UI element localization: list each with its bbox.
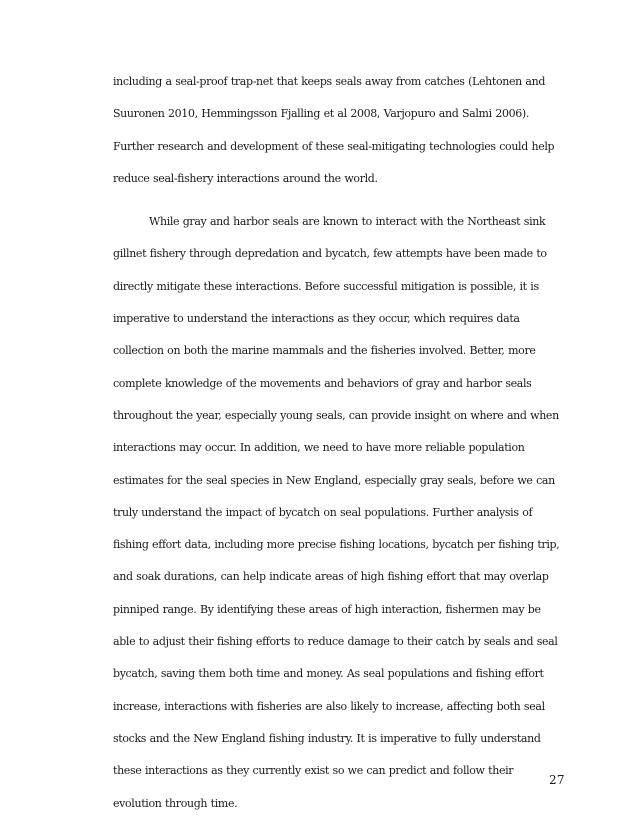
text-line: able to adjust their fishing efforts to reduce damage to their catch by seals and seal xyxy=(113,635,558,649)
text-line: directly mitigate these interactions. Before successful mitigation is possible, it is xyxy=(113,279,539,293)
text-line: While gray and harbor seals are known to interact with the Northeast sink xyxy=(149,215,546,229)
paragraph-conclusion xyxy=(113,206,563,820)
text-line: Further research and development of these seal-mitigating technologies could help xyxy=(113,139,555,153)
text-line: throughout the year, especially young seals, can provide insight on where and when xyxy=(113,408,559,422)
text-line: pinniped range. By identifying these areas of high interaction, fishermen may be xyxy=(113,602,541,616)
text-line: estimates for the seal species in New England, especially gray seals, before we can xyxy=(113,473,555,487)
body-text xyxy=(113,66,563,820)
text-line: Suuronen 2010, Hemmingsson Fjalling et al 2008, Varjopuro and Salmi 2006). xyxy=(113,107,530,121)
text-line: bycatch, saving them both time and money. As seal populations and fishing effort xyxy=(113,667,544,681)
text-line: reduce seal-fishery interactions around the world. xyxy=(113,171,378,185)
paragraph-gap xyxy=(113,195,563,206)
text-line: these interactions as they currently exist so we can predict and follow their xyxy=(113,764,514,778)
text-line: gillnet fishery through depredation and bycatch, few attempts have been made to xyxy=(113,247,547,261)
text-line: interactions may occur. In addition, we need to have more reliable population xyxy=(113,441,525,455)
paragraph-continuation xyxy=(113,66,563,195)
text-line: fishing effort data, including more precise fishing locations, bycatch per fishing trip, xyxy=(113,538,560,552)
text-line: including a seal-proof trap-net that keeps seals away from catches (Lehtonen and xyxy=(113,75,546,88)
text-line: imperative to understand the interactions as they occur, which requires data xyxy=(113,312,520,326)
page-number: 27 xyxy=(549,773,565,787)
text-line: stocks and the New England fishing industry. It is imperative to fully understand xyxy=(113,731,541,745)
text-line: complete knowledge of the movements and behaviors of gray and harbor seals xyxy=(113,376,532,390)
text-line: increase, interactions with fisheries are also likely to increase, affecting both seal xyxy=(113,699,545,713)
text-line: truly understand the impact of bycatch on seal populations. Further analysis of xyxy=(113,505,533,519)
text-line: collection on both the marine mammals and the fisheries involved. Better, more xyxy=(113,344,536,358)
text-line: evolution through time. xyxy=(113,796,238,810)
text-line: and soak durations, can help indicate areas of high fishing effort that may overlap xyxy=(113,570,549,584)
